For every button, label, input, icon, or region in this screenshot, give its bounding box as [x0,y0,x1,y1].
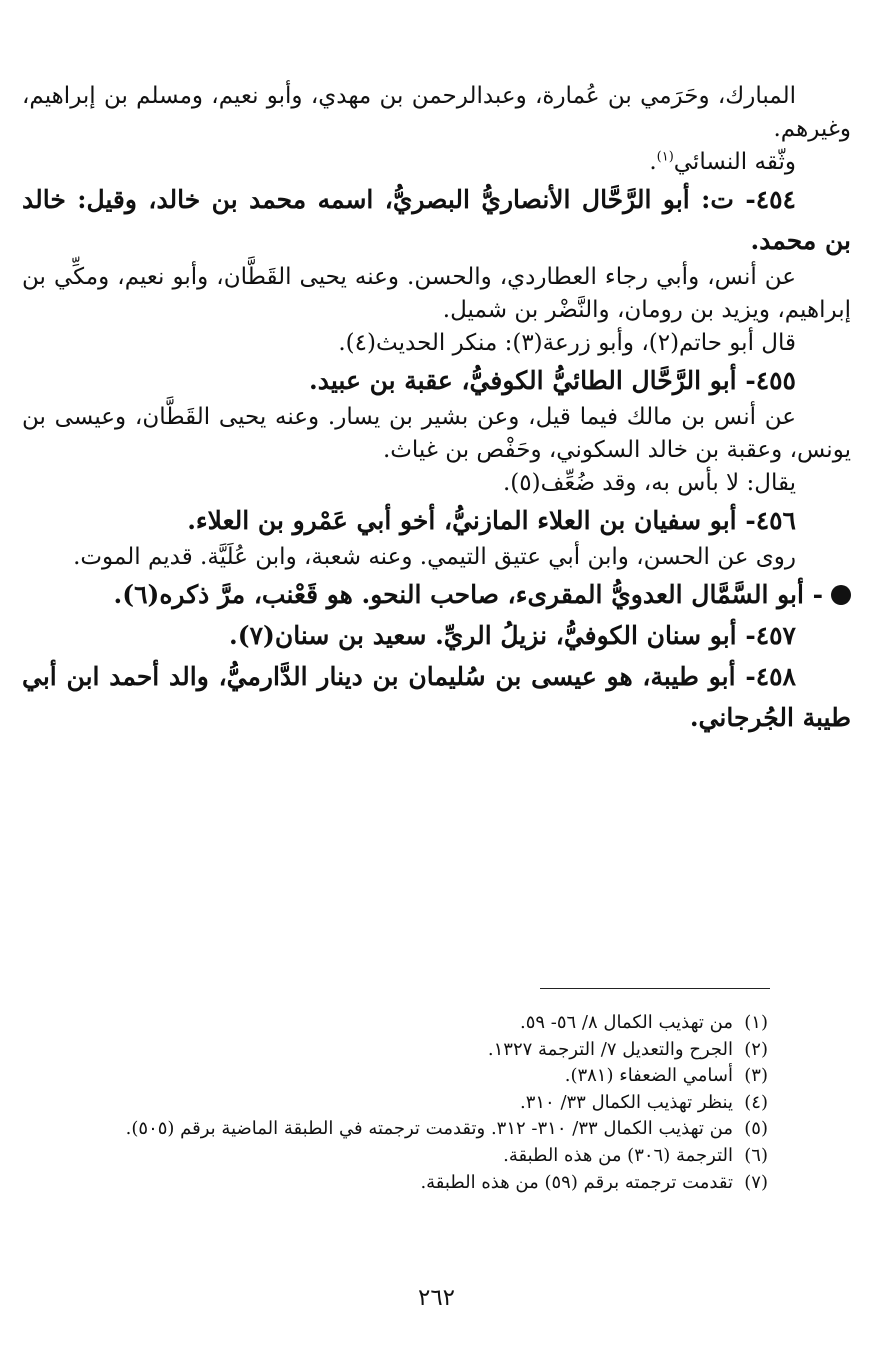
footnote-6 [22,1143,768,1170]
footnote-number: (٦) [744,1144,768,1166]
footnote-text: تقدمت ترجمته برقم (٥٩) من هذه الطبقة. [420,1171,733,1193]
footnote-4 [22,1090,768,1117]
footnote-text: من تهذيب الكمال ٣٣/ ٣١٠- ٣١٢. وتقدمت ترجمته في الطبقة الماضية برقم (٥٠٥). [125,1118,733,1140]
footnote-number: (٢) [744,1038,768,1060]
paragraph-end: . [649,149,657,175]
entry-heading-456: ٤٥٦- أبو سفيان بن العلاء المازنيُّ، أخو أبي عَمْرو بن العلاء. [187,506,796,535]
footnote-5 [22,1116,768,1143]
footnote-number: (٣) [744,1065,768,1087]
footnote-number: (٥) [744,1118,768,1140]
footnote-number: (٤) [744,1091,768,1113]
footnote-text: من تهذيب الكمال ٨/ ٥٦- ٥٩. [519,1012,733,1033]
page-number: ٢٦٢ [417,1285,456,1311]
entry-heading-457: ٤٥٧- أبو سنان الكوفيُّ، نزيلُ الريِّ. سعيد بن سنان(٧). [229,621,796,650]
paragraph-tawthiq [22,146,851,179]
footnote-text: ينظر تهذيب الكمال ٣٣/ ٣١٠. [519,1091,733,1113]
footnote-number: (٧) [744,1171,768,1193]
footnote-text: الجرح والتعديل ٧/ الترجمة ١٣٢٧. [487,1038,733,1060]
entry-heading-455: ٤٥٥- أبو الرَّحَّال الطائيُّ الكوفيُّ، عقبة بن عبيد. [309,366,796,395]
entry-note-455: يقال: لا بأس به، وقد ضُعِّف(٥). [502,470,796,496]
entry-body-456: روى عن الحسن، وابن أبي عتيق التيمي. وعنه شعبة، وابن عُلَيَّة. قديم الموت. [73,544,796,570]
main-text [22,80,851,738]
footnote-7 [22,1170,768,1197]
paragraph-text: وثّقه النسائي [673,149,796,175]
footnote-divider [540,988,770,989]
entry-note-454: قال أبو حاتم(٢)، وأبو زرعة(٣): منكر الحديث(٤). [338,330,796,356]
entry-heading-454: ٤٥٤- ت: أبو الرَّحَّال الأنصاريُّ البصريُّ، اسمه محمد بن خالد، وقيل: خالد بن محمد. [22,185,851,255]
footnote-text: أسامي الضعفاء (٣٨١). [564,1065,733,1087]
footnote-3 [22,1063,768,1090]
entry-heading-samal [22,574,851,615]
paragraph-continuation: المبارك، وحَرَمي بن عُمارة، وعبدالرحمن بن مهدي، وأبو نعيم، ومسلم بن إبراهيم، وغيرهم. [22,83,851,142]
footnote-number: (١) [744,1012,768,1033]
footnote-1 [22,1010,768,1037]
entry-heading-458: ٤٥٨- أبو طيبة، هو عيسى بن سُليمان بن دينار الدَّارميُّ، والد أحمد ابن أبي طيبة الجُرجاني. [22,662,851,732]
bullet-icon [831,585,851,605]
entry-body-454: عن أنس، وأبي رجاء العطاردي، والحسن. وعنه يحيى القَطَّان، وأبو نعيم، ومكِّي بن إبراهيم، ويزيد بن رومان، والنَّضْر بن شميل. [22,264,851,323]
footnote-ref: (١) [656,149,674,165]
footnote-2 [22,1037,768,1064]
footnote-text: الترجمة (٣٠٦) من هذه الطبقة. [503,1144,733,1166]
entry-body-455: عن أنس بن مالك فيما قيل، وعن بشير بن يسار. وعنه يحيى القَطَّان، وعيسى بن يونس، وعقبة بن خالد السكوني، وحَفْص بن غياث. [22,404,851,463]
entry-heading-samal-text: - أبو السَّمَّال العدويُّ المقرىء، صاحب النحو. هو قَعْنب، مرَّ ذكره(٦). [113,580,823,609]
footnotes [22,1010,768,1196]
